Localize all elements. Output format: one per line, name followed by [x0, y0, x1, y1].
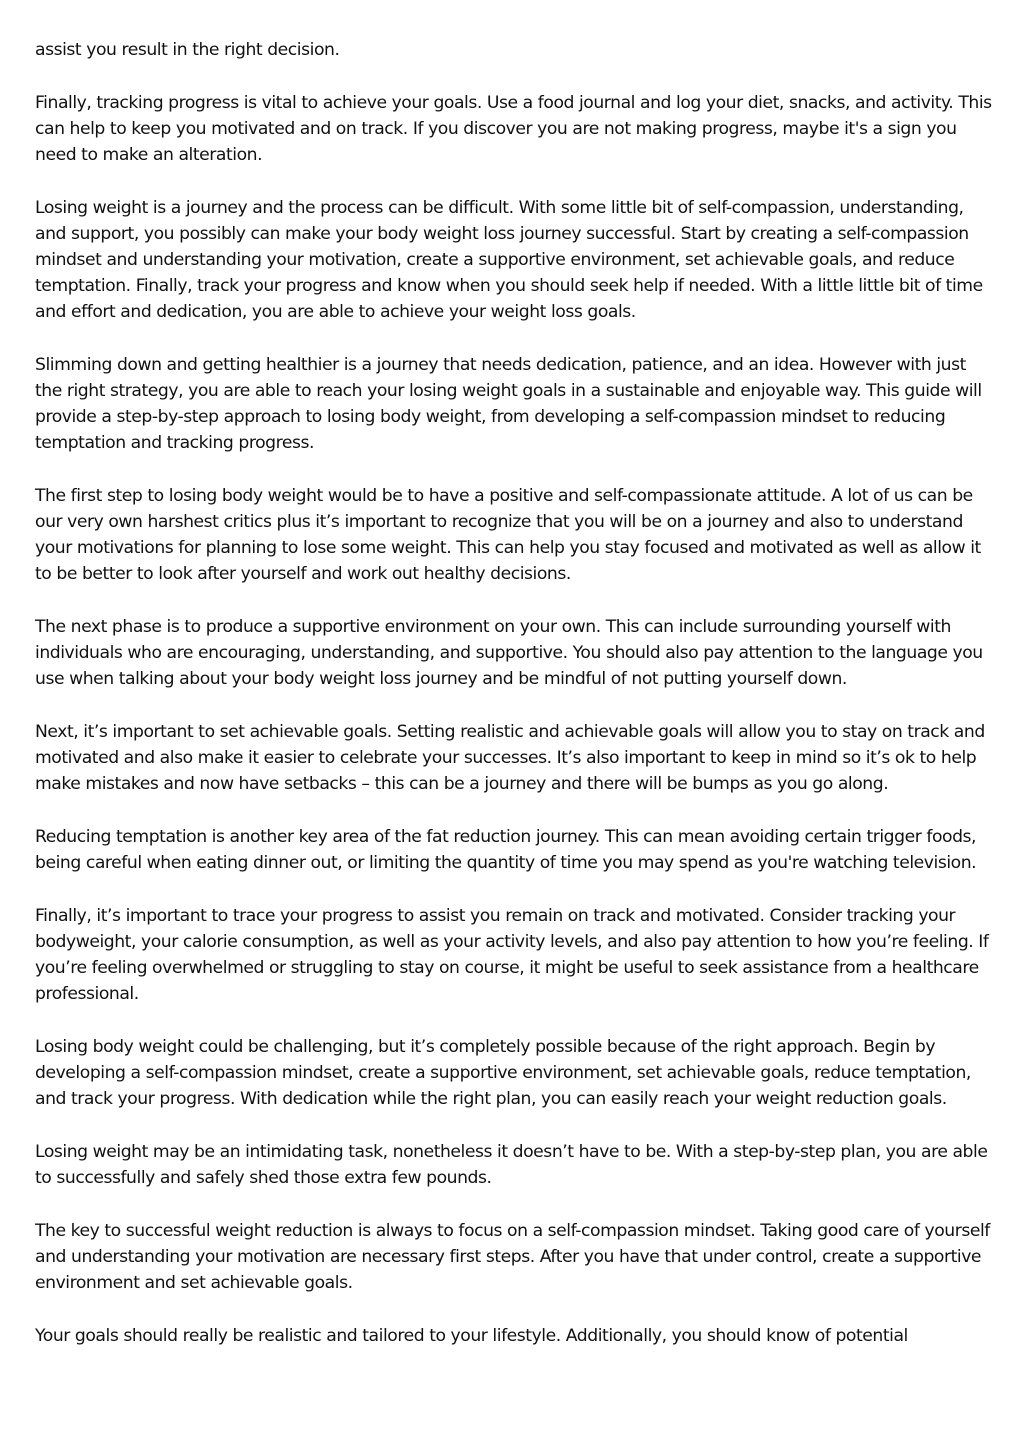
paragraph: Your goals should really be realistic and tailored to your lifestyle. Additionally, you should know of potential — [35, 1326, 908, 1346]
paragraph: The next phase is to produce a supportive environment on your own. This can include surrounding yourself with individuals who are encouraging, understanding, and supportive. You should also pay attention to the language you use when talking about your body weight loss journey and be mindful of not putting yourself down. — [35, 617, 983, 689]
paragraph: The key to successful weight reduction is always to focus on a self-compassion mindset. Taking good care of yourself and understanding your motivation are necessary first steps. After you have that under control, create a supportive environment and set achievable goals. — [35, 1221, 990, 1293]
paragraph: assist you result in the right decision. — [35, 40, 340, 60]
paragraph: Finally, it’s important to trace your progress to assist you remain on track and motivated. Consider tracking your bodyweight, your calorie consumption, as well as your activity levels, and also pay attention to how you’re feeling. If you’re feeling overwhelmed or struggling to stay on course, it might be useful to seek assistance from a healthcare professional. — [35, 906, 989, 1004]
paragraph: Slimming down and getting healthier is a journey that needs dedication, patience, and an idea. However with just the right strategy, you are able to reach your losing weight goals in a sustainable and enjoyable way. This guide will provide a step-by-step approach to losing body weight, from developing a self-compassion mindset to reducing temptation and tracking progress. — [35, 355, 982, 453]
paragraph: The first step to losing body weight would be to have a positive and self-compassionate attitude. A lot of us can be our very own harshest critics plus it’s important to recognize that you will be on a journey and also to understand your motivations for planning to lose some weight. This can help you stay focused and motivated as well as allow it to be better to look after yourself and work out healthy decisions. — [35, 486, 981, 584]
paragraph: Reducing temptation is another key area of the fat reduction journey. This can mean avoiding certain trigger foods, being careful when eating dinner out, or limiting the quantity of time you may spend as you're watching television. — [35, 827, 977, 873]
paragraph: Finally, tracking progress is vital to achieve your goals. Use a food journal and log your diet, snacks, and activity. This can help to keep you motivated and on track. If you discover you are not making progress, maybe it's a sign you need to make an alteration. — [35, 93, 992, 165]
paragraph: Losing weight may be an intimidating task, nonetheless it doesn’t have to be. With a step-by-step plan, you are able to successfully and safely shed those extra few pounds. — [35, 1142, 988, 1188]
paragraph: Next, it’s important to set achievable goals. Setting realistic and achievable goals will allow you to stay on track and motivated and also make it easier to celebrate your successes. It’s also important to keep in mind so it’s ok to help make mistakes and now have setbacks – this can be a journey and there will be bumps as you go along. — [35, 722, 985, 794]
paragraph: Losing body weight could be challenging, but it’s completely possible because of the right approach. Begin by developing a self-compassion mindset, create a supportive environment, set achievable goals, reduce temptation, and track your progress. With dedication while the right plan, you can easily reach your weight reduction goals. — [35, 1037, 971, 1109]
paragraph: Losing weight is a journey and the process can be difficult. With some little bit of self-compassion, understanding, and support, you possibly can make your body weight loss journey successful. Start by creating a self-compassion mindset and understanding your motivation, create a supportive environment, set achievable goals, and reduce temptation. Finally, track your progress and know when you should seek help if needed. With a little little bit of time and effort and dedication, you are able to achieve your weight loss goals. — [35, 198, 983, 322]
